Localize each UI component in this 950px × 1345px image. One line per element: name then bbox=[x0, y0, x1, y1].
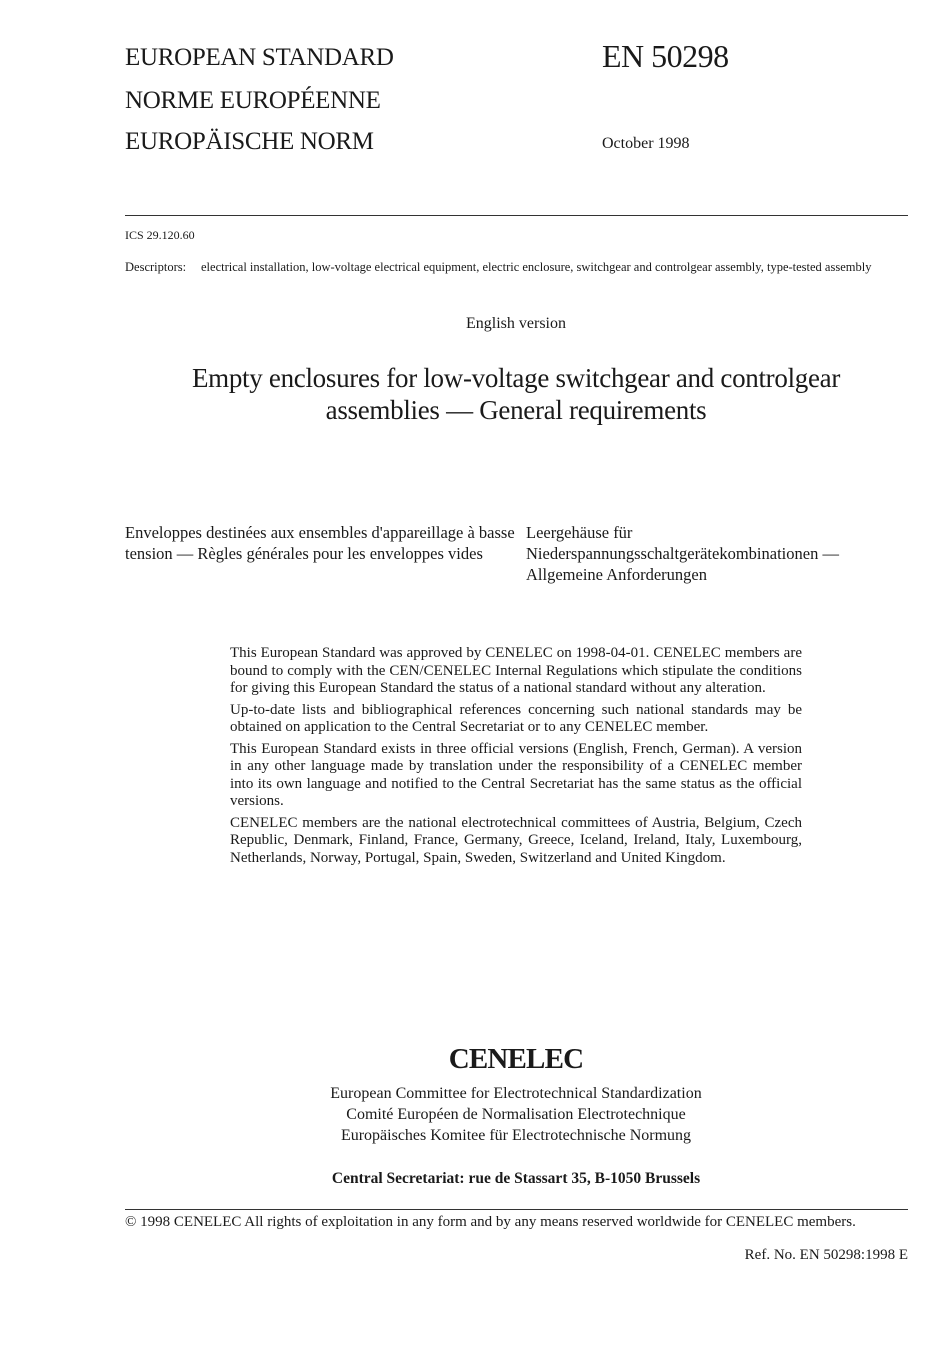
notice-paragraph: This European Standard was approved by CENELEC on 1998-04-01. CENELEC members are bound to comply with the CEN/CENELEC Internal Regulations which stipulate the conditions for giving this European Standard the status of a national standard without any alteration. bbox=[230, 645, 802, 696]
committee-names bbox=[0, 1083, 950, 1146]
copyright-notice: © 1998 CENELEC All rights of exploitation in any form and by any means reserved worldwide for CENELEC members. bbox=[125, 1214, 856, 1230]
standard-label-en: EUROPEAN STANDARD bbox=[125, 44, 394, 71]
title-german: Leergehäuse für Niederspannungsschaltgerätekombinationen — Allgemeine Anforderungen bbox=[526, 523, 839, 584]
title-french: Enveloppes destinées aux ensembles d'appareillage à basse tension — Règles générales pour les enveloppes vides bbox=[125, 523, 515, 563]
descriptors-text: electrical installation, low-voltage electrical equipment, electric enclosure, switchgear and controlgear assembly, type-tested assembly bbox=[201, 260, 872, 274]
organisation-name: CENELEC bbox=[448, 1043, 584, 1075]
standard-number: EN 50298 bbox=[602, 38, 729, 74]
notice-paragraph: This European Standard exists in three official versions (English, French, German). A version in any other language made by translation under the responsibility of a CENELEC member into its own language and notified to the Central Secretariat has the same status as the official versions. bbox=[230, 740, 802, 809]
standard-label-de: EUROPÄISCHE NORM bbox=[125, 128, 374, 155]
notice-paragraph: Up-to-date lists and bibliographical references concerning such national standards may be obtained on application to the Central Secretariat or to any CENELEC member. bbox=[230, 701, 802, 735]
document-title: Empty enclosures for low-voltage switchgear and controlgear assemblies — General requirements bbox=[191, 363, 841, 425]
ics-code: ICS 29.120.60 bbox=[125, 228, 195, 242]
version-label: English version bbox=[466, 315, 566, 332]
publication-date: October 1998 bbox=[602, 135, 690, 152]
committee-name-de: Europäisches Komitee für Electrotechnische Normung bbox=[340, 1127, 692, 1144]
committee-name-en: European Committee for Electrotechnical Standardization bbox=[330, 1085, 702, 1102]
standard-label-fr: NORME EUROPÉENNE bbox=[125, 87, 381, 114]
committee-name-fr: Comité Européen de Normalisation Electrotechnique bbox=[346, 1106, 686, 1123]
bottom-divider bbox=[125, 1209, 908, 1210]
descriptors-label: Descriptors: bbox=[125, 260, 187, 274]
notice-paragraph: CENELEC members are the national electrotechnical committees of Austria, Belgium, Czech Republic, Denmark, Finland, France, Germany, Greece, Iceland, Ireland, Italy, Luxembourg, Netherlands, Norway, Portugal, Spain, Sweden, Switzerland and United Kingdom. bbox=[230, 814, 802, 866]
reference-number: Ref. No. EN 50298:1998 E bbox=[744, 1247, 908, 1263]
secretariat-address: Central Secretariat: rue de Stassart 35, B-1050 Brussels bbox=[331, 1170, 701, 1187]
approval-notice bbox=[230, 645, 802, 871]
top-divider bbox=[125, 215, 908, 216]
